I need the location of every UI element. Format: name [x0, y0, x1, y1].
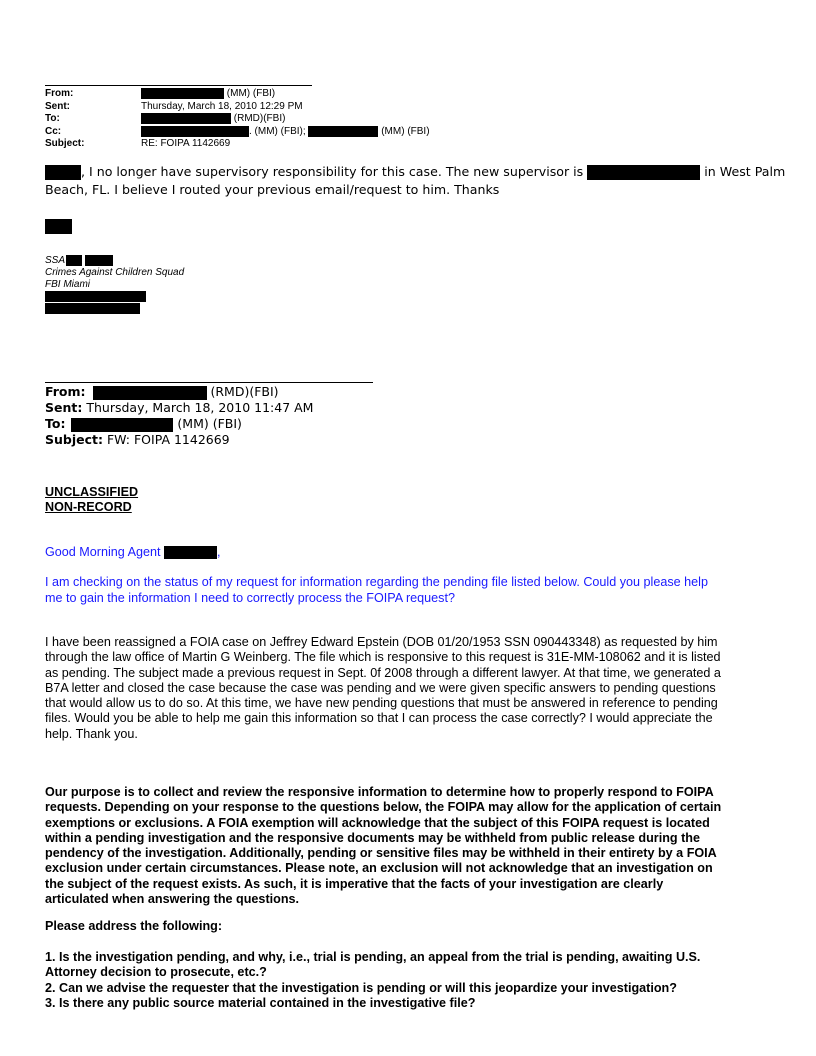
purpose-paragraph	[45, 785, 785, 907]
paragraph-line: as pending. The subject made a previous request in Sept. 0f 2008 through a different lawyer. At that time, we generated a	[45, 665, 721, 680]
email2-header	[45, 384, 545, 448]
question-item: 3. Is there any public source material contained in the investigative file?	[45, 995, 476, 1010]
email1-sent-row	[45, 101, 545, 114]
header-rule-1	[45, 85, 312, 86]
paragraph-line: exclusion under certain circumstances. Please note, an exclusion will not acknowledge that an investigation on	[45, 861, 713, 876]
to-label: To:	[45, 113, 60, 124]
cc-label: Cc:	[45, 125, 62, 137]
redaction	[93, 386, 207, 400]
paragraph-line: files. Would you be able to help me gain this information so that I can process the case correctly? I would appreciate the	[45, 711, 713, 726]
paragraph-line: help. Thank you.	[45, 726, 138, 741]
paragraph-line: within a pending investigation and the responsive documents may be withheld from public release during the	[45, 830, 700, 845]
greeting: Good Morning Agent ,	[45, 545, 221, 559]
paragraph-line: Our purpose is to collect and review the responsive information to determine how to properly respond to FOIPA	[45, 785, 714, 799]
question-item: 2. Can we advise the requester that the investigation is pending or will this jeopardize your investigation?	[45, 980, 677, 995]
sent-label: Sent:	[45, 400, 83, 415]
paragraph-line: exemptions or exclusions. A FOIA exemption will acknowledge that the subject of this FOIPA request is located	[45, 815, 710, 830]
email1-subject-row	[45, 138, 545, 151]
email1-to-row	[45, 113, 545, 126]
paragraph-line: pendency of the investigation. Additionally, pending or sensitive files may be withheld in their entirety by a FOIA	[45, 846, 717, 861]
redaction	[308, 126, 378, 137]
header-rule-2	[45, 382, 373, 383]
request-para-line-1: I am checking on the status of my request for information regarding the pending file listed below. Could you please help	[45, 575, 708, 589]
signature-office: FBI Miami	[45, 279, 90, 290]
redaction	[45, 219, 72, 234]
questions-list	[45, 950, 785, 1011]
paragraph-line: the subject of the request exists. As such, it is imperative that the facts of your investigation are clearly	[45, 876, 664, 891]
email2-subject-row: Subject: FW: FOIPA 1142669	[45, 432, 230, 447]
email1-cc-row	[45, 126, 545, 139]
question-item: Attorney decision to prosecute, etc.?	[45, 965, 267, 980]
classification-non-record: NON-RECORD	[45, 500, 132, 514]
paragraph-line: I have been reassigned a FOIA case on Jeffrey Edward Epstein (DOB 01/20/1953 SSN 090443348) as requested by him	[45, 635, 718, 649]
sent-value: Thursday, March 18, 2010 12:29 PM	[141, 100, 303, 112]
subject-label: Subject:	[45, 432, 103, 447]
email1-header	[45, 88, 545, 152]
to-value: (RMD)(FBI)	[141, 113, 285, 126]
subject-value: RE: FOIPA 1142669	[141, 138, 231, 149]
redaction	[71, 418, 173, 432]
cc-value: . (MM) (FBI); (MM) (FBI)	[141, 126, 430, 139]
email1-body-line-1: , I no longer have supervisory responsibility for this case. The new supervisor is in West Palm	[45, 163, 785, 181]
paragraph-line: requests. Depending on your response to the questions below, the FOIPA may allow for the application of certain	[45, 800, 722, 815]
email2-from-row: From: (RMD)(FBI)	[45, 384, 279, 399]
subject-label: Subject:	[45, 138, 85, 149]
main-paragraph	[45, 635, 775, 742]
paragraph-line: that would allow us to do so. At this time, we have new pending questions that must be answered in reference to pending	[45, 696, 718, 711]
request-para-line-2: me to gain the information I need to correctly process the FOIPA request?	[45, 591, 455, 605]
redaction	[45, 303, 140, 314]
sent-label: Sent:	[45, 100, 70, 112]
signature-title: SSA	[45, 255, 113, 267]
email2-to-row: To: (MM) (FBI)	[45, 416, 242, 431]
question-item: 1. Is the investigation pending, and why, i.e., trial is pending, an appeal from the trial is pending, awaiting U.S.	[45, 950, 701, 964]
signature-squad: Crimes Against Children Squad	[45, 267, 185, 278]
from-label: From:	[45, 88, 74, 99]
redaction	[45, 291, 146, 302]
redaction	[85, 255, 113, 266]
redaction	[66, 255, 82, 266]
redaction	[141, 88, 224, 99]
from-label: From:	[45, 384, 86, 399]
redaction	[141, 126, 249, 137]
redaction	[141, 113, 231, 124]
classification-unclassified: UNCLASSIFIED	[45, 485, 139, 499]
redaction	[164, 546, 217, 559]
paragraph-line: articulated when answering the questions.	[45, 892, 300, 907]
please-address: Please address the following:	[45, 919, 223, 933]
from-value: (MM) (FBI)	[141, 88, 275, 101]
email2-sent-row: Sent: Thursday, March 18, 2010 11:47 AM	[45, 400, 314, 415]
paragraph-line: B7A letter and closed the case because the case was pending and we were given specific answers to pending questions	[45, 680, 716, 695]
paragraph-line: through the law office of Martin G Weinberg. The file which is responsive to this request is 31E-MM-108062 and it is listed	[45, 650, 721, 665]
redaction	[587, 165, 700, 180]
email1-from-row	[45, 88, 545, 101]
redaction	[45, 165, 81, 180]
to-label: To:	[45, 416, 66, 431]
email1-body-line-2: Beach, FL. I believe I routed your previous email/request to him. Thanks	[45, 182, 500, 197]
